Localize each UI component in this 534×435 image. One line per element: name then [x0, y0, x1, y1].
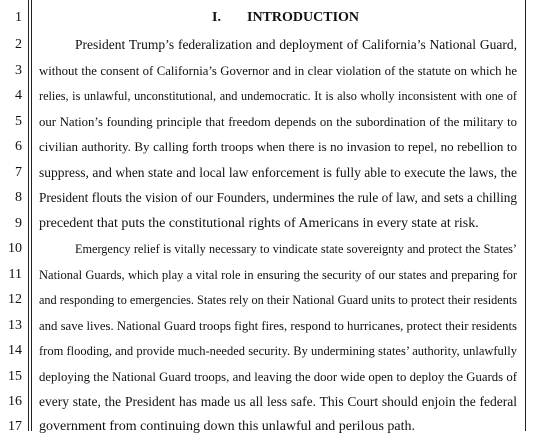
- paragraph-1-line: President flouts the vision of our Founders, undermines the rule of law, and sets a chilling: [39, 190, 517, 205]
- paragraph-1-line: our Nation’s founding principle that freedom depends on the subordination of the military to: [39, 115, 517, 129]
- line-number: 6: [15, 139, 22, 154]
- paragraph-1-line: suppress, and when state and local law enforcement is fully able to execute the laws, the: [39, 165, 517, 180]
- paragraph-2-line: and responding to emergencies. States rely on their National Guard units to protect their residents: [39, 293, 517, 307]
- paragraph-2-line: National Guards, which play a vital role in ensuring the security of our states and preparing for: [39, 268, 517, 282]
- left-margin-rule-inner: [31, 0, 32, 431]
- line-number: 11: [8, 267, 22, 282]
- left-margin-rule-outer: [28, 0, 29, 431]
- line-number: 3: [15, 63, 22, 78]
- line-number: 16: [8, 394, 22, 409]
- line-number: 12: [8, 292, 22, 307]
- line-number: 5: [15, 114, 22, 129]
- paragraph-2-line: government from continuing down this unlawful and perilous path.: [39, 419, 415, 434]
- paragraph-1-line: civilian authority. By calling forth troops when there is no invasion to repel, no rebellion to: [39, 139, 517, 154]
- paragraph-1-line: relies, is unlawful, unconstitutional, and undemocratic. It is also wholly inconsistent with one of: [39, 89, 517, 103]
- line-number: 10: [8, 241, 22, 256]
- paragraph-1-line: President Trump’s federalization and deployment of California’s National Guard,: [75, 37, 517, 52]
- line-number: 9: [15, 216, 22, 231]
- line-number: 4: [15, 88, 22, 103]
- right-margin-rule: [525, 0, 526, 431]
- line-number: 7: [15, 165, 22, 180]
- paragraph-2-line: and save lives. National Guard troops fight fires, respond to hurricanes, protect their residents: [39, 319, 517, 333]
- line-number: 15: [8, 369, 22, 384]
- section-number: I.: [212, 10, 221, 25]
- line-number: 17: [8, 419, 22, 434]
- section-title: INTRODUCTION: [247, 10, 360, 25]
- paragraph-1-line: without the consent of California’s Governor and in clear violation of the statute on which he: [39, 64, 517, 78]
- line-number: 14: [8, 343, 22, 358]
- paragraph-2-line: deploying the National Guard troops, and leaving the door wide open to deploy the Guards of: [39, 370, 517, 384]
- paragraph-1-line: precedent that puts the constitutional rights of Americans in every state at risk.: [39, 216, 479, 231]
- line-number: 8: [15, 190, 22, 205]
- paragraph-2-line: from flooding, and provide much-needed security. By undermining states’ authority, unlawfully: [39, 344, 517, 358]
- line-number: 1: [15, 10, 22, 25]
- paragraph-2-line: every state, the President has made us all less safe. This Court should enjoin the federal: [39, 394, 517, 409]
- paragraph-2-line: Emergency relief is vitally necessary to vindicate state sovereignty and protect the States’: [75, 242, 517, 256]
- line-number: 2: [15, 37, 22, 52]
- line-number: 13: [8, 318, 22, 333]
